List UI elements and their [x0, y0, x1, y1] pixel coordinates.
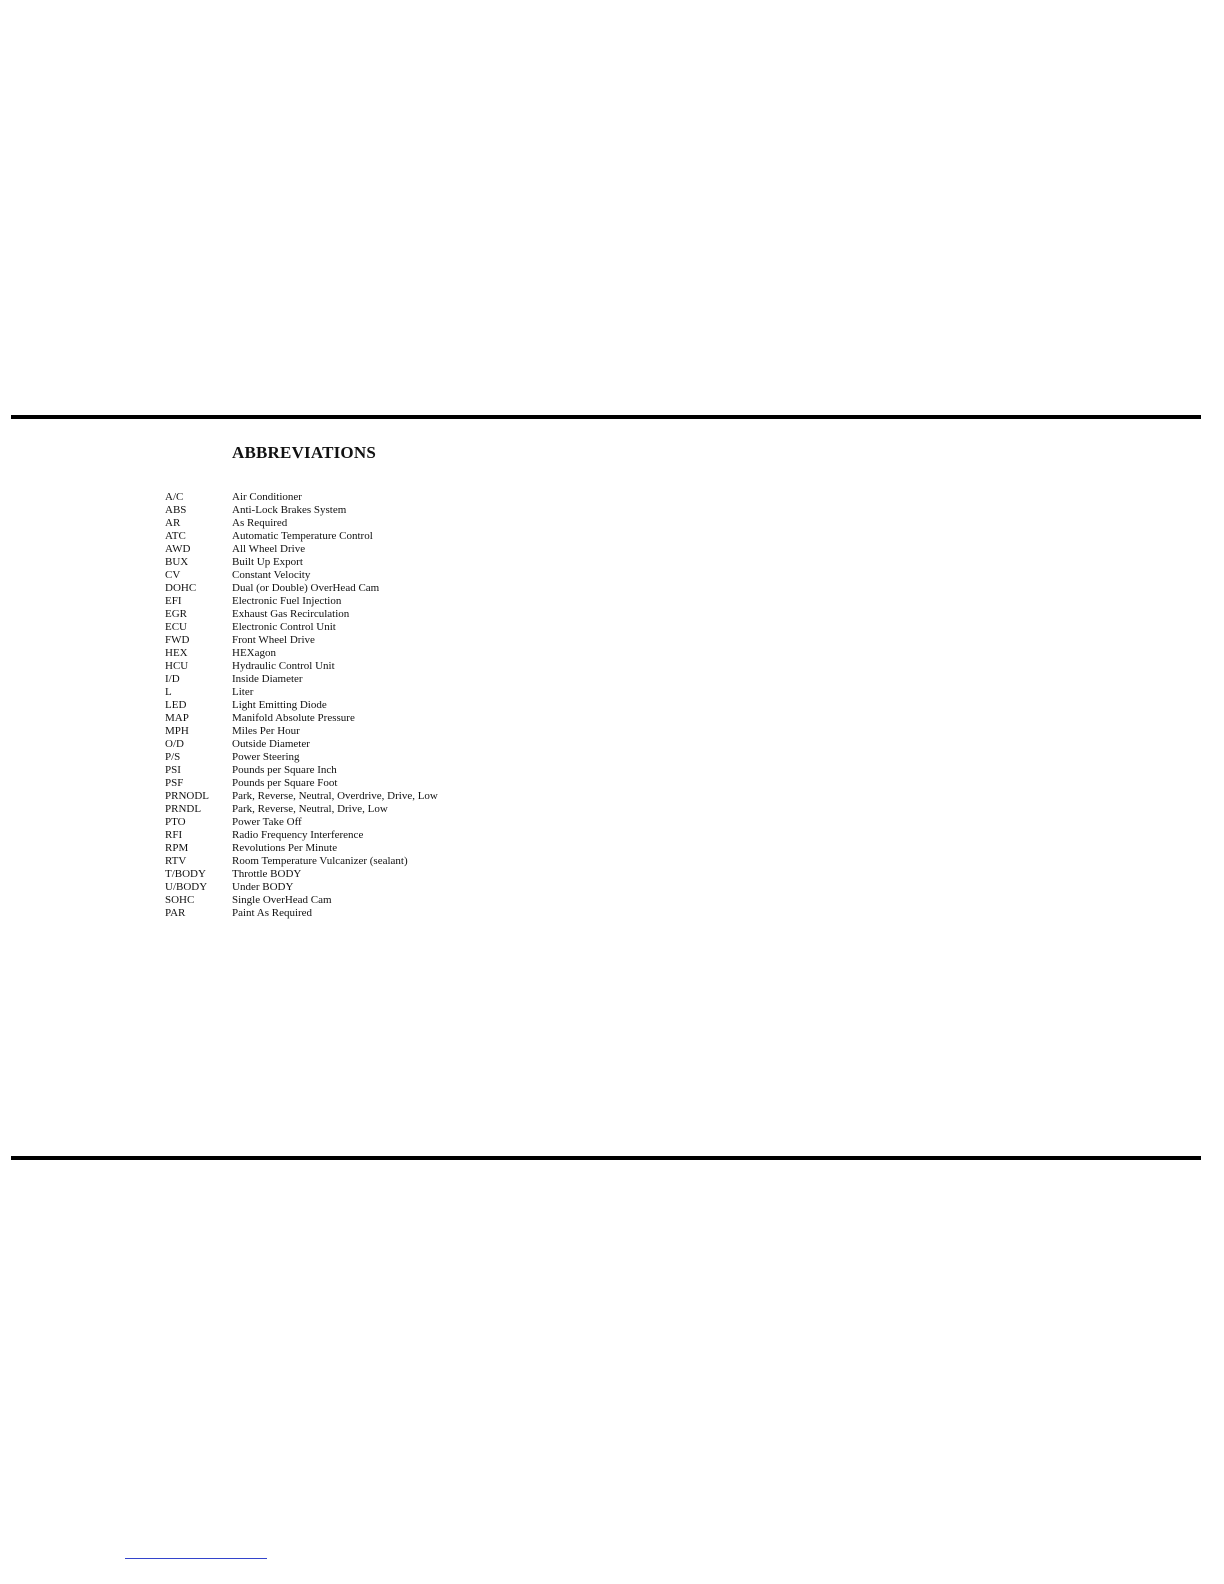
list-item [165, 595, 438, 608]
abbreviation-code: RFI [165, 829, 183, 841]
list-item [165, 504, 438, 517]
abbreviation-code: EFI [165, 595, 182, 607]
abbreviation-code: L [165, 686, 172, 698]
abbreviation-meaning: Automatic Temperature Control [232, 530, 373, 542]
abbreviation-meaning: HEXagon [232, 647, 276, 659]
abbreviation-code: MPH [165, 725, 189, 737]
list-item [165, 634, 438, 647]
abbreviation-list [165, 491, 438, 920]
abbreviation-meaning: Throttle BODY [232, 868, 302, 880]
abbreviation-meaning: Outside Diameter [232, 738, 310, 750]
abbreviation-code: ABS [165, 504, 187, 516]
abbreviation-meaning: Power Take Off [232, 816, 302, 828]
abbreviation-meaning: Single OverHead Cam [232, 894, 332, 906]
list-item [165, 582, 438, 595]
abbreviation-meaning: Electronic Control Unit [232, 621, 336, 633]
abbreviation-meaning: Light Emitting Diode [232, 699, 327, 711]
abbreviation-code: PRNDL [165, 803, 202, 815]
abbreviation-code: U/BODY [165, 881, 208, 893]
list-item [165, 660, 438, 673]
bottom-divider [11, 1156, 1201, 1160]
abbreviation-meaning: Manifold Absolute Pressure [232, 712, 355, 724]
abbreviation-code: T/BODY [165, 868, 206, 880]
abbreviation-meaning: Liter [232, 686, 254, 698]
abbreviation-code: P/S [165, 751, 181, 763]
list-item [165, 491, 438, 504]
abbreviation-code: AWD [165, 543, 191, 555]
abbreviation-meaning: Park, Reverse, Neutral, Drive, Low [232, 803, 388, 815]
abbreviation-meaning: Constant Velocity [232, 569, 311, 581]
abbreviation-code: AR [165, 517, 181, 529]
abbreviation-meaning: Park, Reverse, Neutral, Overdrive, Drive, Low [232, 790, 438, 802]
abbreviation-meaning: All Wheel Drive [232, 543, 306, 555]
abbreviation-meaning: Revolutions Per Minute [232, 842, 338, 854]
abbreviation-meaning: Anti-Lock Brakes System [232, 504, 347, 516]
list-item [165, 699, 438, 712]
list-item [165, 647, 438, 660]
abbreviation-meaning: Paint As Required [232, 907, 313, 919]
list-item [165, 686, 438, 699]
list-item [165, 569, 438, 582]
abbreviation-meaning: Built Up Export [232, 556, 303, 568]
abbreviation-meaning: Pounds per Square Foot [232, 777, 338, 789]
list-item [165, 751, 438, 764]
list-item [165, 907, 438, 920]
footnote-separator [125, 1558, 267, 1559]
abbreviation-meaning: Inside Diameter [232, 673, 303, 685]
list-item [165, 608, 438, 621]
abbreviation-code: PAR [165, 907, 186, 919]
list-item [165, 738, 438, 751]
abbreviation-code: PTO [165, 816, 186, 828]
abbreviation-code: I/D [165, 673, 180, 685]
list-item [165, 881, 438, 894]
list-item [165, 842, 438, 855]
abbreviation-meaning: Exhaust Gas Recirculation [232, 608, 350, 620]
list-item [165, 803, 438, 816]
list-item [165, 816, 438, 829]
abbreviation-meaning: As Required [232, 517, 288, 529]
list-item [165, 777, 438, 790]
list-item [165, 673, 438, 686]
abbreviation-code: RPM [165, 842, 189, 854]
abbreviation-meaning: Front Wheel Drive [232, 634, 315, 646]
list-item [165, 764, 438, 777]
abbreviation-code: MAP [165, 712, 189, 724]
list-item [165, 517, 438, 530]
abbreviation-code: RTV [165, 855, 187, 867]
abbreviation-code: SOHC [165, 894, 195, 906]
abbreviation-code: ATC [165, 530, 186, 542]
list-item [165, 790, 438, 803]
abbreviation-meaning: Air Conditioner [232, 491, 302, 503]
abbreviation-code: PSF [165, 777, 184, 789]
abbreviation-code: O/D [165, 738, 184, 750]
abbreviation-code: ECU [165, 621, 187, 633]
list-item [165, 543, 438, 556]
list-item [165, 894, 438, 907]
list-item [165, 530, 438, 543]
list-item [165, 868, 438, 881]
abbreviation-code: PRNODL [165, 790, 210, 802]
top-divider [11, 415, 1201, 419]
page-title: ABBREVIATIONS [232, 443, 376, 462]
abbreviation-code: CV [165, 569, 181, 581]
list-item [165, 725, 438, 738]
abbreviation-code: FWD [165, 634, 190, 646]
abbreviation-meaning: Miles Per Hour [232, 725, 300, 737]
abbreviation-meaning: Hydraulic Control Unit [232, 660, 335, 672]
abbreviation-code: A/C [165, 491, 184, 503]
abbreviation-meaning: Electronic Fuel Injection [232, 595, 342, 607]
list-item [165, 556, 438, 569]
list-item [165, 829, 438, 842]
abbreviation-meaning: Pounds per Square Inch [232, 764, 337, 776]
abbreviation-code: LED [165, 699, 187, 711]
abbreviation-meaning: Radio Frequency Interference [232, 829, 364, 841]
abbreviation-code: HCU [165, 660, 189, 672]
abbreviation-code: HEX [165, 647, 188, 659]
abbreviation-code: DOHC [165, 582, 197, 594]
abbreviation-code: PSI [165, 764, 181, 776]
abbreviation-meaning: Under BODY [232, 881, 294, 893]
abbreviation-code: EGR [165, 608, 187, 620]
abbreviation-meaning: Power Steering [232, 751, 300, 763]
abbreviation-meaning: Dual (or Double) OverHead Cam [232, 582, 380, 594]
list-item [165, 621, 438, 634]
list-item [165, 855, 438, 868]
list-item [165, 712, 438, 725]
abbreviation-code: BUX [165, 556, 189, 568]
abbreviation-meaning: Room Temperature Vulcanizer (sealant) [232, 855, 408, 867]
